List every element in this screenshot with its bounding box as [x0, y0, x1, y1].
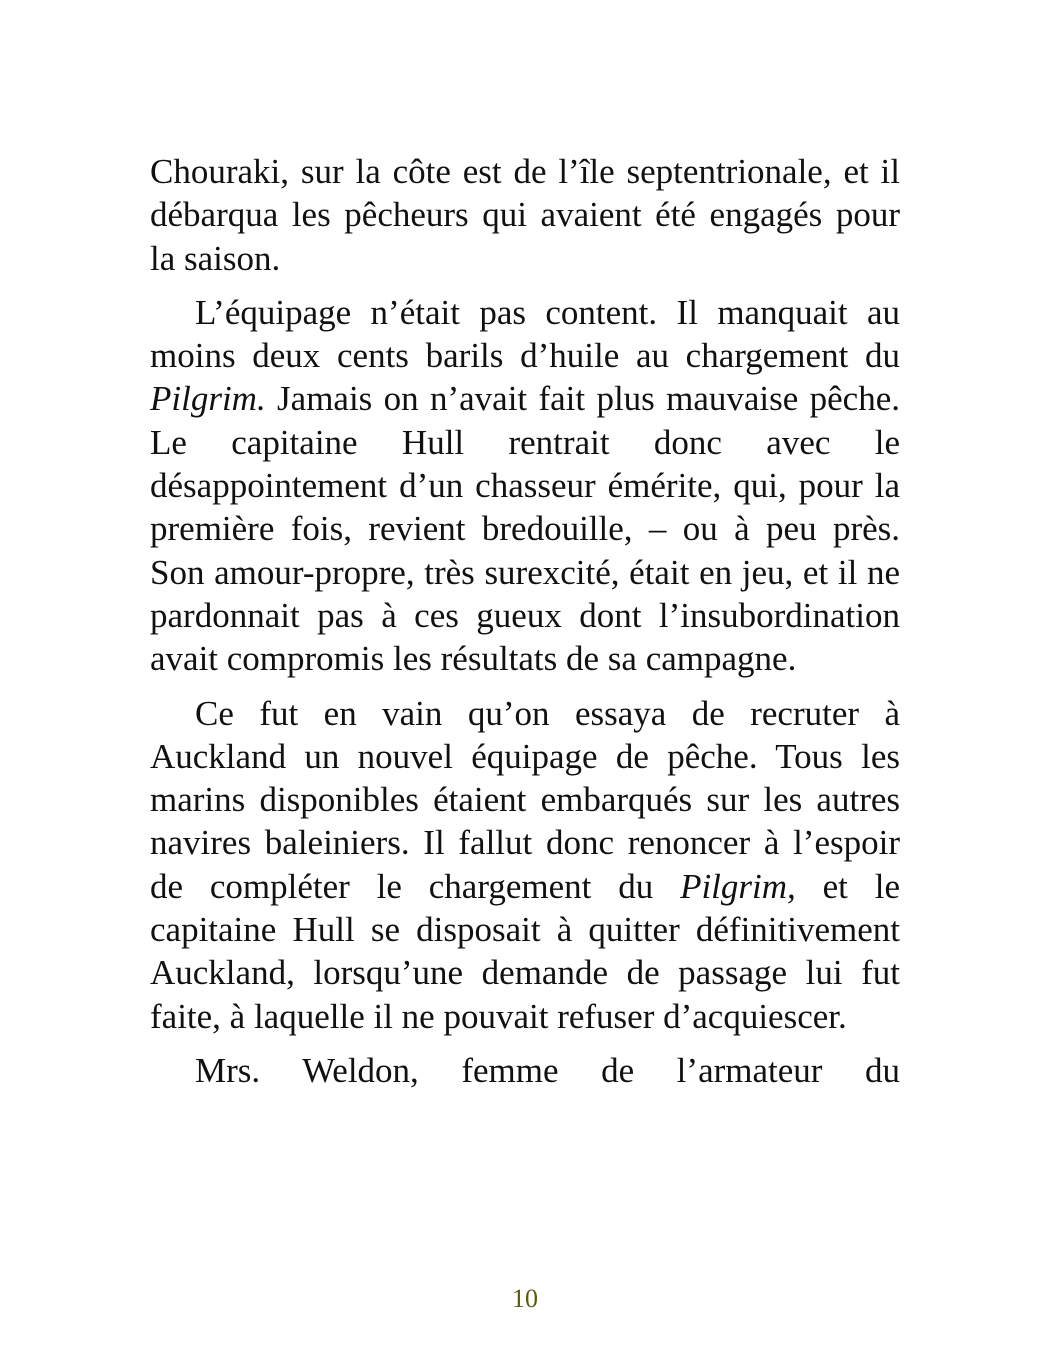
page-number: 10 — [512, 1284, 538, 1313]
paragraph-continuation — [150, 150, 900, 280]
paragraph — [150, 692, 900, 1038]
body-text — [150, 150, 900, 1103]
paragraph-text: et le capitaine Hull se disposait à quitter définitivement Auckland, lorsqu’une demande de passage lui fut faite, à laquelle il ne pouvait refuser d’acquiescer. — [150, 866, 900, 1036]
paragraph-text: Chouraki, sur la côte est de l’île septentrionale, et il débarqua les pêcheurs qui avaient été engagés pour la saison. — [150, 152, 900, 278]
paragraph-text: Mrs. Weldon, femme de l’armateur du — [195, 1050, 900, 1090]
paragraph-text: Jamais on n’avait fait plus mauvaise pêche. Le capitaine Hull rentrait donc avec le désappointement d’un chasseur émérite, qui, pour la première fois, revient bredouille, – ou à peu près. Son amour-propre, très surexcité, était en jeu, et il ne pardonnait pas à ces gueux dont l’insubordination avait compromis les résultats de sa campagne. — [150, 379, 900, 679]
paragraph-text: Ce fut en vain qu’on essaya de recruter à Auckland un nouvel équipage de pêche. Tous les marins disponibles étaient embarqués sur les autres navires baleiniers. Il fallut donc renoncer à l’espoir de compléter le chargement du — [150, 693, 900, 906]
ship-name: Pilgrim, — [680, 866, 796, 906]
paragraph-incomplete — [150, 1049, 900, 1092]
paragraph-text: L’équipage n’était pas content. Il manquait au moins deux cents barils d’huile au chargement du — [150, 292, 900, 376]
ship-name: Pilgrim. — [150, 379, 266, 419]
paragraph — [150, 291, 900, 681]
